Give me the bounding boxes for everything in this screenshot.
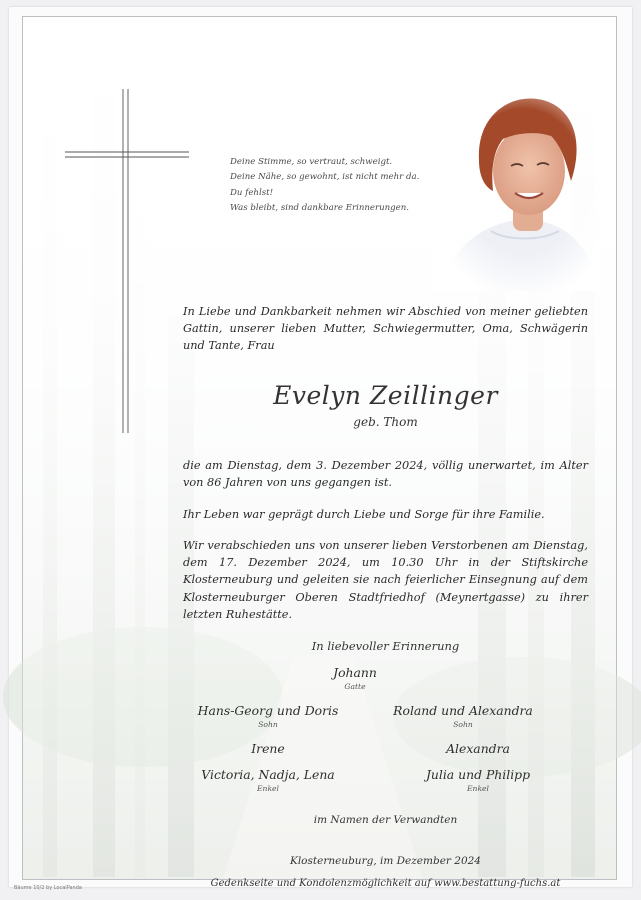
mourner-name: Julia und Philipp <box>425 767 531 782</box>
death-paragraph: die am Dienstag, dem 3. Dezember 2024, völlig unerwartet, im Alter von 86 Jahren von uns gegangen ist. <box>183 459 588 490</box>
mourner-other-right <box>423 741 533 756</box>
mourner-grandchildren-right <box>398 767 558 793</box>
mourner-relation: Enkel <box>467 784 489 793</box>
cross-symbol <box>65 89 189 433</box>
mourner-other-left <box>228 741 308 756</box>
mourner-name: Johann <box>333 665 377 680</box>
mourner-relation: Enkel <box>257 784 279 793</box>
mourner-son-left <box>188 703 348 729</box>
mourner-name: Alexandra <box>446 741 510 756</box>
memorial-verse <box>230 155 460 216</box>
farewell-paragraph: Wir verabschieden uns von unserer lieben Verstorbenen am Dienstag, dem 17. Dezember 2024, um 10.30 Uhr in der Stiftskirche Klosterneuburg und geleiten sie nach feierlicher Einsegnung auf dem Klosterneuburger Oberen Stadtfriedhof (Meynertgasse) zu ihrer letzten Ruhestätte. <box>183 539 588 621</box>
verse-line: Du fehlst! <box>230 187 274 198</box>
mourner-name: Victoria, Nadja, Lena <box>201 767 335 782</box>
deceased-name: Evelyn Zeillinger <box>273 381 498 410</box>
verse-line: Was bleibt, sind dankbare Erinnerungen. <box>230 202 410 213</box>
mourner-name: Hans-Georg und Doris <box>197 703 339 718</box>
mourner-relation: Sohn <box>453 720 473 729</box>
mourner-relation: Sohn <box>258 720 278 729</box>
mourner-name: Irene <box>251 741 285 756</box>
portrait-photo <box>431 91 599 291</box>
life-paragraph: Ihr Leben war geprägt durch Liebe und Sorge für ihre Familie. <box>183 508 545 521</box>
mourner-relation: Gatte <box>344 682 366 691</box>
image-copyright: Bäume 10/2 by LocalPanda <box>14 885 82 891</box>
mourner-grandchildren-left <box>183 767 353 793</box>
mourner-spouse <box>280 665 430 691</box>
maiden-name: geb. Thom <box>353 415 418 429</box>
mourner-son-right <box>373 703 553 729</box>
relatives-line: im Namen der Verwandten <box>313 814 458 826</box>
website-note: Gedenkseite und Kondolenzmöglichkeit auf www.bestattung-fuchs.at <box>210 878 561 889</box>
verse-line: Deine Stimme, so vertraut, schweigt. <box>230 157 393 167</box>
mourner-name: Roland und Alexandra <box>393 703 533 718</box>
verse-line: Deine Nähe, so gewohnt, ist nicht mehr da. <box>230 172 420 183</box>
memory-intro: In liebevoller Erinnerung <box>311 639 460 653</box>
place-date: Klosterneuburg, im Dezember 2024 <box>289 855 481 867</box>
obituary-sheet <box>9 7 632 887</box>
intro-text: In Liebe und Dankbarkeit nehmen wir Abschied von meiner geliebten Gattin, unserer lieben Mutter, Schwiegermutter, Oma, Schwägerin und Tante, Frau <box>183 305 588 353</box>
